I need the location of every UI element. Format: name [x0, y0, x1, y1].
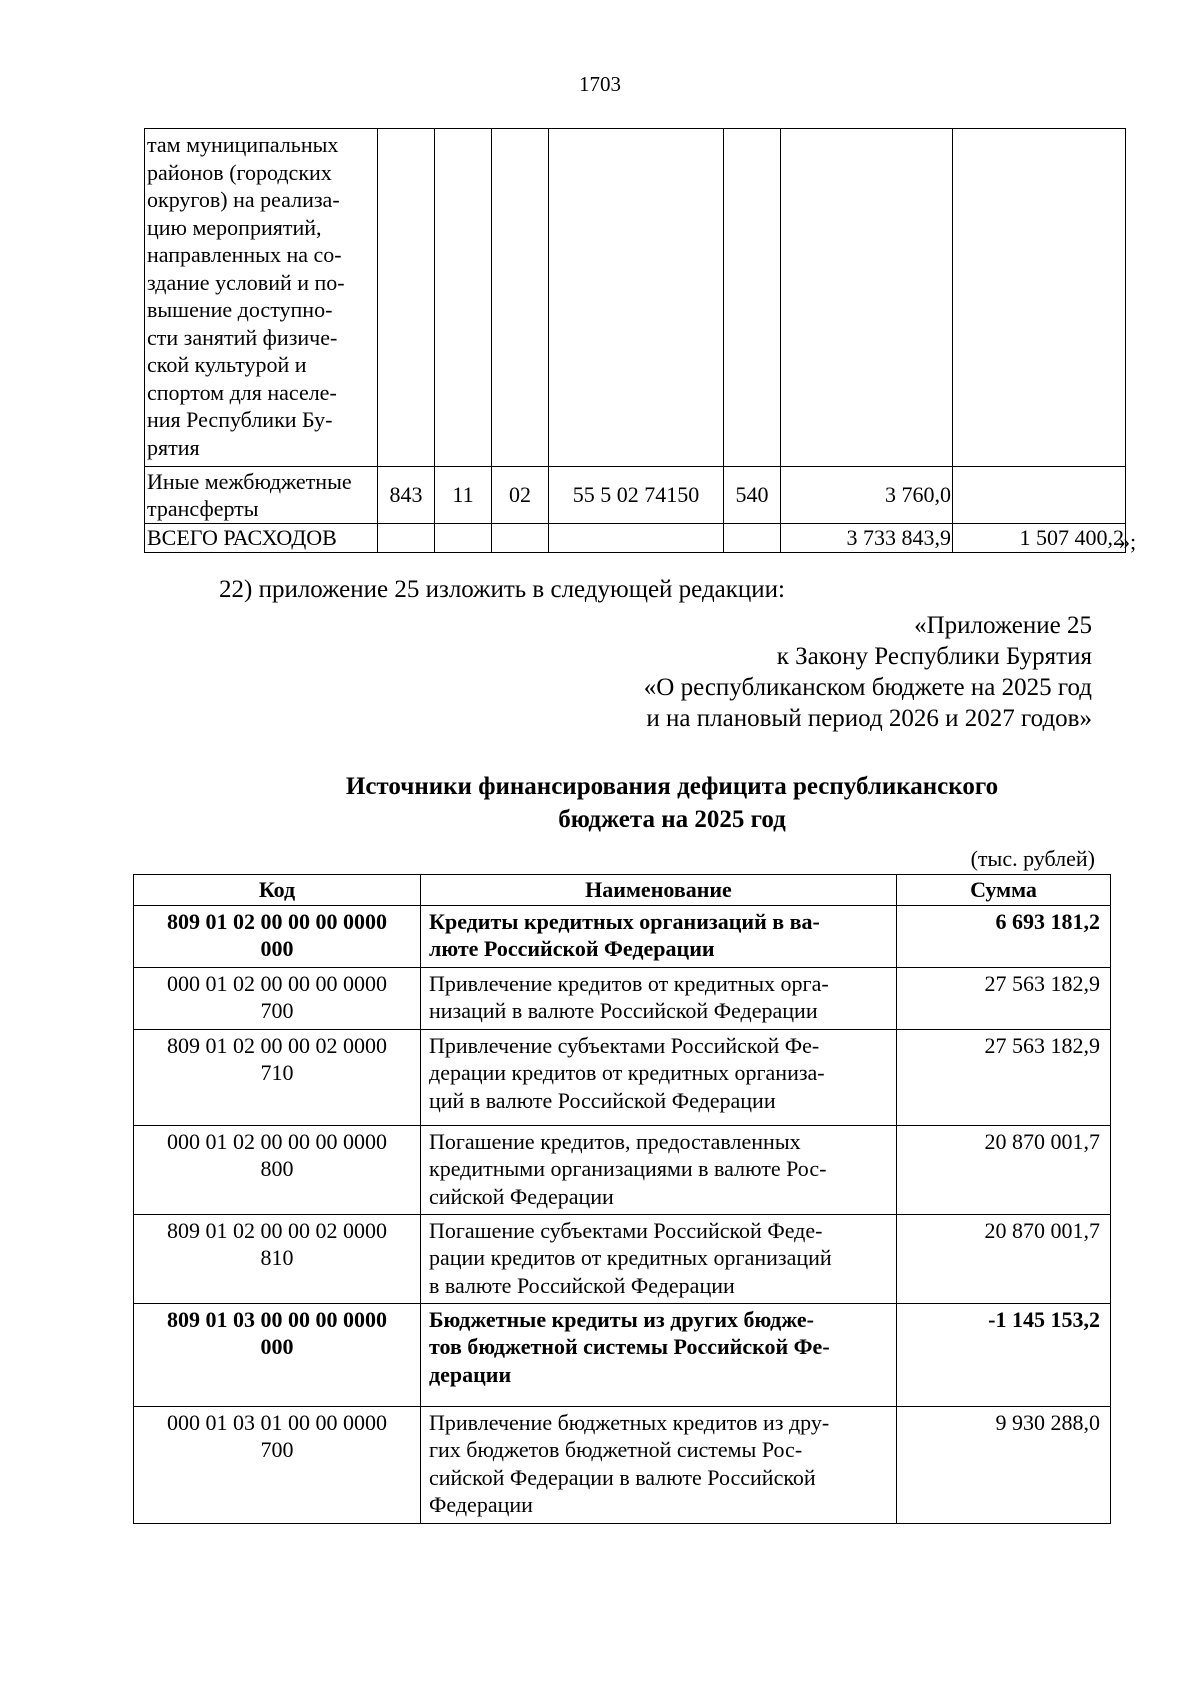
table-row	[145, 467, 1126, 524]
section-code: 11	[435, 467, 492, 524]
name-line: низаций в валюте Российской Федерации	[429, 998, 818, 1023]
row-sum: 9 930 288,0	[897, 1406, 1111, 1523]
empty-cell	[378, 129, 435, 467]
total-amount-2025: 3 733 843,9	[781, 524, 953, 553]
code-line: 800	[260, 1156, 294, 1181]
table-row	[134, 905, 1111, 967]
row-sum: -1 145 153,2	[897, 1303, 1111, 1406]
subsection-code: 02	[492, 467, 549, 524]
code-line: 809 01 02 00 00 02 0000	[167, 1217, 387, 1243]
row-name-line: трансферты	[147, 496, 259, 521]
continued-line: здание условий и по-	[147, 269, 345, 295]
name-line: рации кредитов от кредитных организаций	[429, 1245, 832, 1270]
empty-cell	[435, 129, 492, 467]
code-line: 000 01 02 00 00 00 0000	[167, 1128, 387, 1154]
annex-line: «Приложение 25	[914, 612, 1092, 639]
name-line: Погашение кредитов, предоставленных	[429, 1128, 801, 1154]
ministry-code: 843	[378, 467, 435, 524]
code-line: 700	[260, 1437, 294, 1462]
closing-mark: »;	[1119, 529, 1137, 554]
row-code	[134, 967, 421, 1029]
empty-cell	[492, 129, 549, 467]
amount-2025: 3 760,0	[781, 467, 953, 524]
row-sum: 20 870 001,7	[897, 1125, 1111, 1214]
row-name	[421, 1125, 897, 1214]
row-name-line: Иные межбюджетные	[147, 468, 352, 494]
expenditure-table	[144, 128, 1126, 553]
annex-line: к Закону Республики Бурятия	[776, 643, 1092, 670]
row-code	[134, 1303, 421, 1406]
code-line: 809 01 02 00 00 00 0000	[167, 908, 387, 934]
name-line: сийской Федерации	[429, 1183, 614, 1209]
code-line: 809 01 02 00 00 02 0000	[167, 1032, 387, 1058]
name-line: кредитными организациями в валюте Рос-	[429, 1156, 827, 1181]
title-line: Источники финансирования дефицита республиканского	[345, 773, 999, 800]
row-name	[421, 1029, 897, 1125]
code-line: 710	[260, 1060, 294, 1085]
continued-line: сти занятий физиче-	[147, 324, 338, 350]
empty-cell	[781, 129, 953, 467]
continued-line: рятия	[147, 434, 200, 460]
continued-line: ния Республики Бу-	[147, 407, 333, 432]
amount-2026	[953, 467, 1126, 524]
empty-cell	[435, 524, 492, 553]
sources-table	[133, 874, 1111, 1524]
empty-cell	[549, 129, 724, 467]
empty-cell	[549, 524, 724, 553]
continued-line: округов) на реализа-	[147, 187, 340, 212]
row-name	[145, 467, 378, 524]
annex-line: и на плановый период 2026 и 2027 годов»	[646, 705, 1092, 732]
name-line: сийской Федерации в валюте Российской	[429, 1464, 816, 1490]
name-line: люте Российской Федерации	[429, 936, 715, 961]
units-label: (тыс. рублей)	[970, 846, 1095, 871]
row-sum: 20 870 001,7	[897, 1214, 1111, 1303]
row-name	[421, 967, 897, 1029]
code-line: 000	[260, 1334, 294, 1359]
empty-cell	[492, 524, 549, 553]
name-line: Привлечение кредитов от кредитных орга-	[429, 970, 829, 996]
code-line: 810	[260, 1245, 294, 1270]
name-line: дерации	[429, 1361, 512, 1387]
code-line: 809 01 03 00 00 00 0000	[167, 1306, 387, 1332]
row-code	[134, 1125, 421, 1214]
name-line: в валюте Российской Федерации	[429, 1272, 735, 1298]
continued-line: ской культурой и	[147, 352, 307, 377]
name-line: Федерации	[429, 1492, 533, 1517]
name-line: Привлечение субъектами Российской Фе-	[429, 1032, 820, 1058]
name-line: Бюджетные кредиты из других бюдже-	[429, 1306, 814, 1332]
table-row	[134, 1303, 1111, 1406]
header-sum: Сумма	[897, 875, 1111, 906]
code-line: 000	[260, 936, 294, 961]
name-line: Погашение субъектами Российской Феде-	[429, 1217, 823, 1243]
empty-cell	[378, 524, 435, 553]
continued-line: спортом для населе-	[147, 379, 337, 405]
header-row	[134, 875, 1111, 906]
continued-line: районов (городских	[147, 159, 332, 185]
document-title	[0, 770, 1200, 836]
name-line: дерации кредитов от кредитных организа-	[429, 1060, 825, 1085]
page-number: 1703	[579, 72, 621, 96]
row-sum: 27 563 182,9	[897, 1029, 1111, 1125]
empty-cell	[953, 129, 1126, 467]
name-line: Привлечение бюджетных кредитов из дру-	[429, 1409, 830, 1435]
empty-cell	[724, 524, 781, 553]
row-code	[134, 1214, 421, 1303]
row-name	[421, 1406, 897, 1523]
empty-cell	[724, 129, 781, 467]
continued-line: там муниципальных	[147, 132, 339, 157]
target-code: 55 5 02 74150	[549, 467, 724, 524]
row-code	[134, 905, 421, 967]
total-amount-2026: 1 507 400,2	[953, 524, 1126, 553]
code-line: 700	[260, 998, 294, 1023]
code-line: 000 01 02 00 00 00 0000	[167, 970, 387, 996]
annex-header	[644, 610, 1092, 734]
expense-type-code: 540	[724, 467, 781, 524]
name-line: Кредиты кредитных организаций в ва-	[429, 908, 820, 934]
code-line: 000 01 03 01 00 00 0000	[167, 1409, 387, 1435]
header-name: Наименование	[421, 875, 897, 906]
row-name	[421, 905, 897, 967]
continued-row	[145, 129, 1126, 467]
name-line: ций в валюте Российской Федерации	[429, 1087, 776, 1113]
table-row	[134, 967, 1111, 1029]
continued-line: цию мероприятий,	[147, 214, 322, 240]
annex-line: «О республиканском бюджете на 2025 год	[643, 674, 1092, 701]
row-sum: 27 563 182,9	[897, 967, 1111, 1029]
total-label: ВСЕГО РАСХОДОВ	[145, 524, 378, 553]
continued-line: направленных на со-	[147, 242, 342, 267]
row-sum: 6 693 181,2	[897, 905, 1111, 967]
row-code	[134, 1406, 421, 1523]
continued-row-name	[145, 129, 378, 467]
amendment-text: 22) приложение 25 изложить в следующей редакции:	[219, 576, 785, 603]
row-name	[421, 1303, 897, 1406]
table-row	[134, 1214, 1111, 1303]
table-row	[134, 1406, 1111, 1523]
table-row	[134, 1125, 1111, 1214]
row-name	[421, 1214, 897, 1303]
total-row	[145, 524, 1126, 553]
title-line: бюджета на 2025 год	[558, 806, 786, 833]
name-line: тов бюджетной системы Российской Фе-	[429, 1334, 830, 1359]
name-line: гих бюджетов бюджетной системы Рос-	[429, 1437, 803, 1462]
continued-line: вышение доступно-	[147, 297, 333, 322]
header-code: Код	[134, 875, 421, 906]
table-row	[134, 1029, 1111, 1125]
row-code	[134, 1029, 421, 1125]
